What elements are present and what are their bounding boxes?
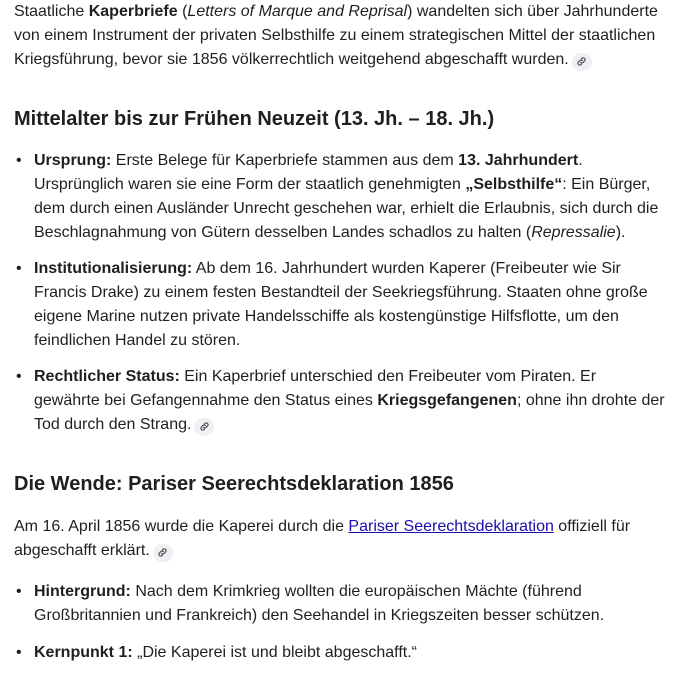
item-text: Nach dem Krimkrieg wollten die europäischen Mächte (führend Großbritannien und Frankreich) den Seehandel in Kriegszeiten besser schützen.: [34, 583, 605, 624]
item-text: : Ein Bürger, dem durch einen Ausländer Unrecht geschehen war, erhielt die Erlaubnis, sich durch die Beschlagnahmung von Gütern desselben Landes schadlos zu halten (: [34, 176, 659, 241]
item-text: ; ohne ihn drohte der Tod durch den Strang.: [34, 392, 665, 433]
wende-text: Am 16. April 1856 wurde die Kaperei durch die: [14, 518, 349, 535]
item-bold: 13. Jahrhundert: [458, 152, 579, 169]
wende-text: offiziell für abgeschafft erklärt.: [14, 518, 631, 559]
link-icon: [199, 421, 210, 432]
bullet-marker: •: [16, 644, 22, 661]
source-link-chip[interactable]: [153, 544, 173, 562]
item-label: Kernpunkt 1:: [34, 644, 133, 661]
intro-bold-kaperbriefe: Kaperbriefe: [88, 3, 178, 20]
source-link-chip[interactable]: [572, 53, 592, 71]
source-link-chip[interactable]: [194, 418, 214, 436]
bullet-list-mittelalter: [14, 149, 666, 437]
item-text: Erste Belege für Kaperbriefe stammen aus dem: [111, 152, 459, 169]
list-item: [14, 580, 666, 628]
list-item: [14, 365, 666, 437]
link-icon: [157, 547, 168, 558]
bullet-list-wende: [14, 580, 666, 665]
pariser-deklaration-link[interactable]: Pariser Seerechtsdeklaration: [348, 518, 554, 535]
bullet-marker: •: [16, 368, 22, 385]
item-text: ).: [615, 224, 626, 241]
intro-text: Staatliche: [14, 3, 89, 20]
item-label: Institutionalisierung:: [34, 260, 193, 277]
section-heading-mittelalter: Mittelalter bis zur Frühen Neuzeit (13. Jh. – 18. Jh.): [14, 108, 495, 130]
item-bold: „Selbsthilfe“: [465, 176, 563, 193]
bullet-marker: •: [16, 583, 22, 600]
item-label: Ursprung:: [34, 152, 112, 169]
item-label: Rechtlicher Status:: [34, 368, 180, 385]
wende-paragraph: [14, 515, 666, 563]
answer-content: [14, 0, 666, 665]
item-text: Ab dem 16. Jahrhundert wurden Kaperer (Freibeuter wie Sir Francis Drake) zu einem festen Bestandteil der Seekriegsführung. Staaten ohne große eigene Marine nutzen private Handelsschiffe als kostengünstige Hilfsflotte, um den feindlichen Handel zu stören.: [34, 260, 648, 349]
item-text: Ein Kaperbrief unterschied den Freibeuter vom Piraten. Er gewährte bei Gefangennahme den Status eines: [34, 368, 597, 409]
list-item: [14, 257, 666, 353]
bullet-marker: •: [16, 152, 22, 169]
intro-paragraph: [14, 0, 666, 72]
item-text: . Ursprünglich waren sie eine Form der staatlich genehmigten: [34, 152, 583, 193]
intro-text: ) wandelten sich über Jahrhunderte von einem Instrument der privaten Selbsthilfe zu einem strategischen Mittel der staatlichen Kriegsführung, bevor sie 1856 völkerrechtlich weitgehend abgeschafft wurden.: [14, 3, 658, 68]
intro-text: (: [177, 3, 188, 20]
list-item: [14, 149, 666, 245]
list-item: [14, 641, 666, 665]
intro-italic-term: Letters of Marque and Reprisal: [187, 3, 408, 20]
item-italic: Repressalie: [531, 224, 616, 241]
section-heading-wende: Die Wende: Pariser Seerechtsdeklaration 1856: [14, 473, 454, 495]
item-label: Hintergrund:: [34, 583, 131, 600]
item-bold: Kriegsgefangenen: [377, 392, 517, 409]
link-icon: [576, 56, 587, 67]
item-text: „Die Kaperei ist und bleibt abgeschafft.“: [132, 644, 417, 661]
bullet-marker: •: [16, 260, 22, 277]
